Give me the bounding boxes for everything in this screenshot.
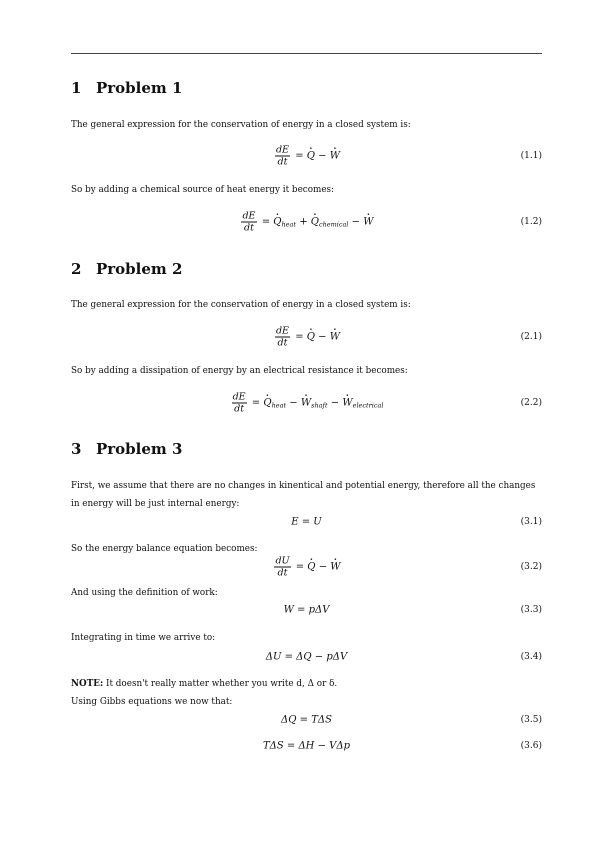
equation (71, 389, 542, 417)
header-rule (71, 53, 542, 54)
equation-body: $\frac{dE}{dt}$ = · $Q_{heat}$ − · $W_{shaft}$ − · $W_{electrical}$ (71, 392, 542, 415)
equation-body: ΔQ = TΔS (281, 714, 332, 726)
equation-number: (1.1) (520, 151, 542, 161)
equation-number: (3.3) (520, 605, 542, 615)
equation-body: $\frac{dE}{dt}$ = · Q − · W (71, 326, 542, 349)
equation (71, 643, 542, 671)
equation (71, 596, 542, 624)
paragraph: And using the definition of work: (71, 588, 218, 598)
note-label: NOTE: (71, 679, 104, 689)
equation (71, 323, 542, 351)
equation-number: (3.6) (520, 741, 542, 751)
section-heading: 1 Problem 1 (71, 79, 183, 97)
paragraph: The general expression for the conservation of energy in a closed system is: (71, 300, 411, 310)
paragraph: Using Gibbs equations we now that: (71, 697, 233, 707)
paragraph: Integrating in time we arrive to: (71, 633, 216, 643)
equation-number: (3.5) (520, 715, 542, 725)
paragraph: The general expression for the conservation of energy in a closed system is: (71, 120, 411, 130)
section-heading: 2 Problem 2 (71, 260, 183, 278)
equation-body: W = pΔV (283, 604, 330, 616)
equation-body: $\frac{dE}{dt}$ = · $Q_{heat}$ + · $Q_{chemical}$ − · W (71, 211, 542, 234)
equation-number: (1.2) (520, 217, 542, 227)
equation-body: $\frac{dU}{dt}$ = · Q − · W (71, 556, 542, 579)
paragraph: So by adding a chemical source of heat energy it becomes: (71, 185, 335, 195)
equation (71, 208, 542, 236)
equation-number: (2.2) (520, 398, 542, 408)
equation-body: ΔU = ΔQ − pΔV (265, 651, 348, 663)
equation (71, 508, 542, 536)
equation-body: E = U (291, 516, 322, 528)
section-heading: 3 Problem 3 (71, 440, 183, 458)
equation-number: (3.4) (520, 652, 542, 662)
equation (71, 142, 542, 170)
note-text: It doesn't really matter whether you write d, Δ or δ. (103, 679, 338, 689)
equation-number: (3.1) (520, 517, 542, 527)
equation (71, 553, 542, 581)
paragraph: So by adding a dissipation of energy by an electrical resistance it becomes: (71, 366, 408, 376)
paragraph: First, we assume that there are no changes in kinentical and potential energy, therefore all the changes in energy will be just internal energy: (71, 481, 536, 509)
paragraph: So the energy balance equation becomes: (71, 544, 258, 554)
equation (71, 732, 542, 760)
equation-number: (3.2) (520, 562, 542, 572)
equation-number: (2.1) (520, 332, 542, 342)
equation (71, 706, 542, 734)
note (71, 675, 542, 693)
equation-body: TΔS = ΔH − VΔp (262, 740, 350, 752)
equation-body: $\frac{dE}{dt}$ = · Q − · W (71, 145, 542, 168)
